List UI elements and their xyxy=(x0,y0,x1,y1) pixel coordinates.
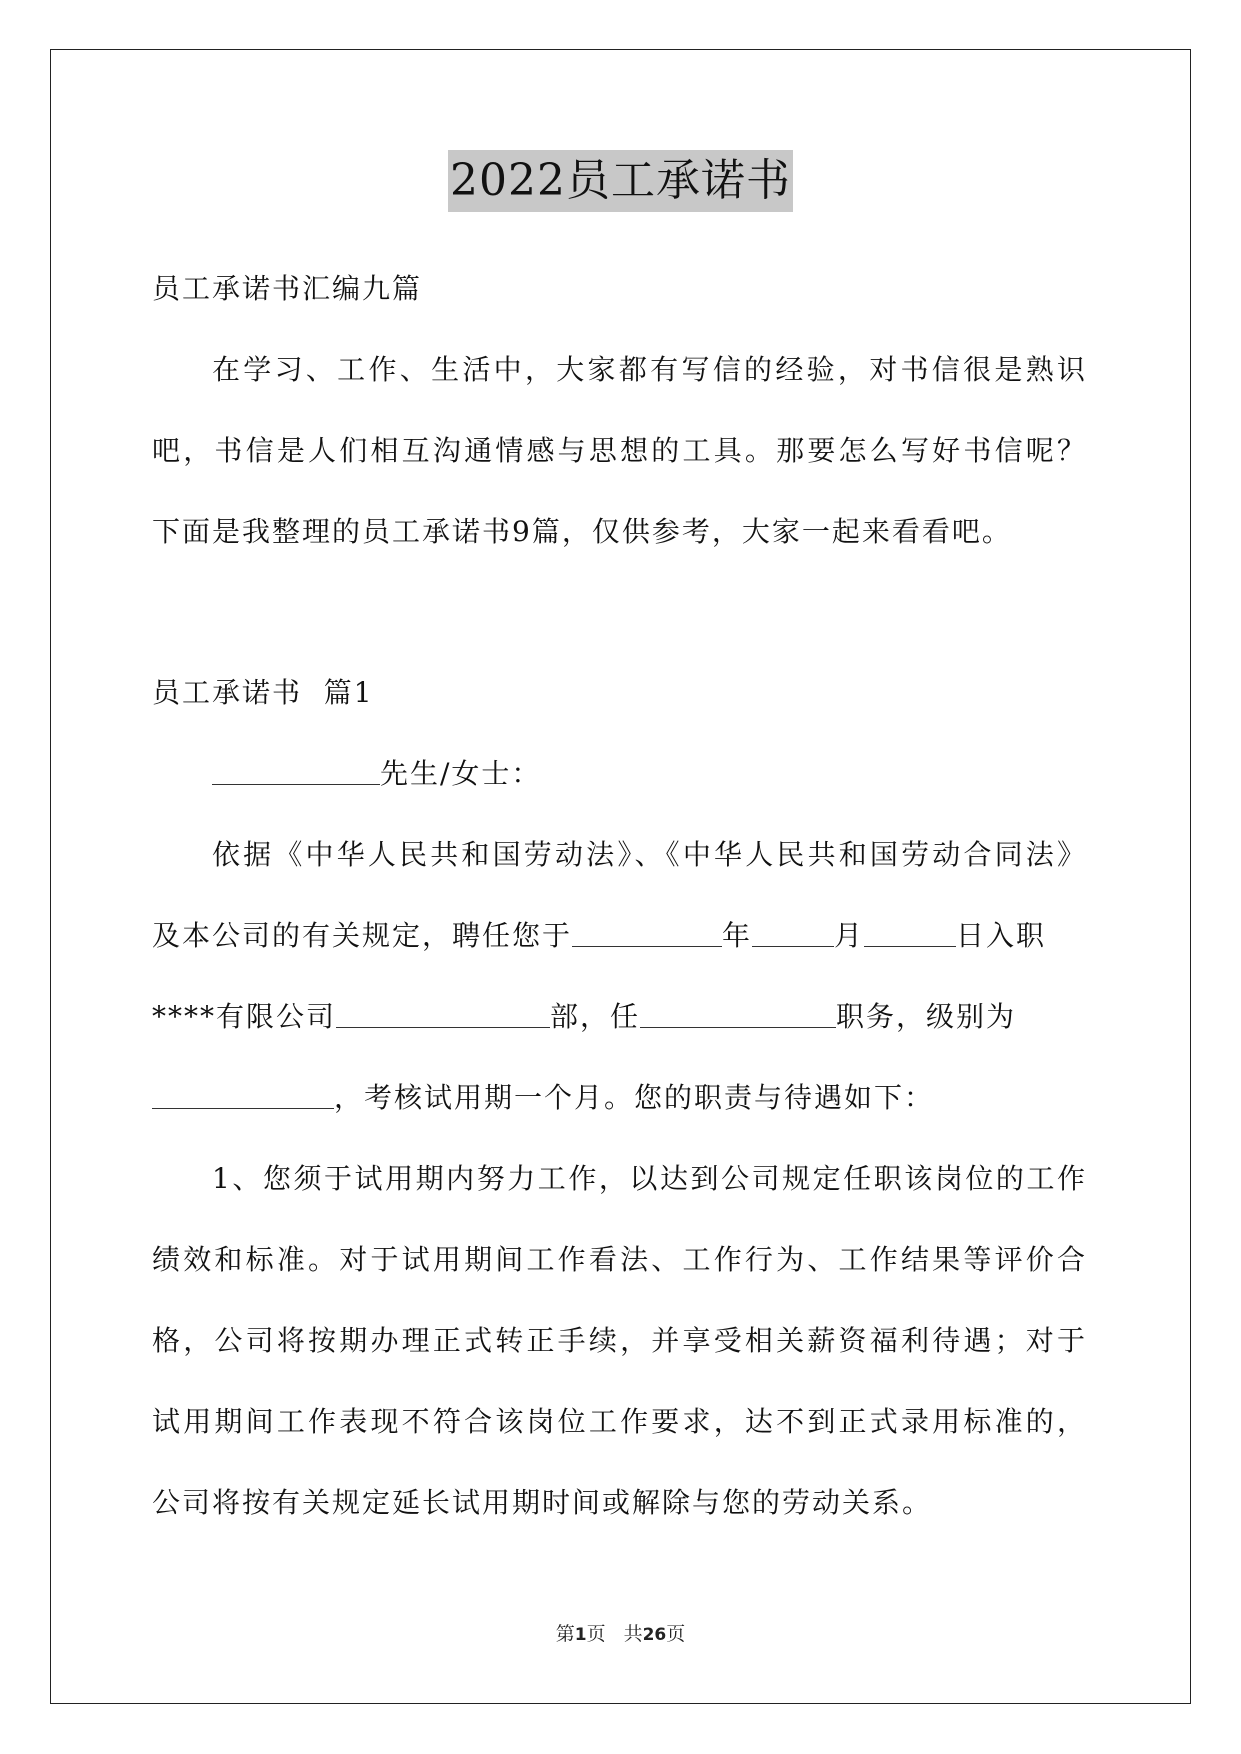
body-line-3-text-c: 职务，级别为 xyxy=(836,1000,1017,1033)
page-mid: 页 xyxy=(586,1623,606,1645)
document-subtitle: 员工承诺书汇编九篇 xyxy=(152,272,423,305)
body-line-3 xyxy=(152,997,1016,1037)
total-prefix: 共 xyxy=(623,1623,643,1645)
day-blank[interactable] xyxy=(864,920,956,947)
month-blank[interactable] xyxy=(752,920,834,947)
name-blank[interactable] xyxy=(212,758,380,785)
intro-line-3: 下面是我整理的员工承诺书9篇，仅供参考，大家一起来看看吧。 xyxy=(152,515,1012,548)
body-p2-line-1: 1、您须于试用期内努力工作，以达到公司规定任职该岗位的工作 xyxy=(212,1162,1087,1195)
year-blank[interactable] xyxy=(572,920,722,947)
body-p2-line-4: 试用期间工作表现不符合该岗位工作要求，达不到正式录用标准的， xyxy=(152,1405,1087,1438)
page-footer xyxy=(0,1621,1241,1648)
body-line-2-text-b: 年 xyxy=(722,919,753,952)
page-prefix: 第 xyxy=(555,1623,575,1645)
intro-line-2: 吧，书信是人们相互沟通情感与思想的工具。那要怎么写好书信呢？ xyxy=(152,434,1087,467)
body-line-4 xyxy=(152,1078,934,1118)
body-line-1: 依据《中华人民共和国劳动法》、《中华人民共和国劳动合同法》 xyxy=(212,838,1087,871)
body-p2-line-5: 公司将按有关规定延长试用期时间或解除与您的劳动关系。 xyxy=(152,1486,933,1519)
section-heading: 员工承诺书 篇1 xyxy=(152,676,374,709)
page-current: 1 xyxy=(574,1625,587,1645)
body-line-2 xyxy=(152,916,1046,956)
body-line-2-text-d: 日入职 xyxy=(956,919,1047,952)
position-blank[interactable] xyxy=(640,1001,836,1028)
salutation-line xyxy=(212,754,541,794)
body-line-2-text-a: 及本公司的有关规定，聘任您于 xyxy=(152,919,573,952)
body-line-2-text-c: 月 xyxy=(834,919,865,952)
salutation-suffix: 先生/女士： xyxy=(380,757,542,790)
level-blank[interactable] xyxy=(152,1082,334,1109)
total-suffix: 页 xyxy=(666,1623,686,1645)
body-line-3-text-a: ****有限公司 xyxy=(152,1000,337,1033)
document-title: 2022员工承诺书 xyxy=(448,150,793,212)
title-container xyxy=(0,150,1241,212)
body-line-4-text: ，考核试用期一个月。您的职责与待遇如下： xyxy=(334,1081,935,1114)
body-line-3-text-b: 部，任 xyxy=(550,1000,641,1033)
intro-line-1: 在学习、工作、生活中，大家都有写信的经验，对书信很是熟识 xyxy=(212,353,1087,386)
body-p2-line-3: 格，公司将按期办理正式转正手续，并享受相关薪资福利待遇；对于 xyxy=(152,1324,1087,1357)
department-blank[interactable] xyxy=(336,1001,550,1028)
page-total: 26 xyxy=(642,1625,667,1645)
body-p2-line-2: 绩效和标准。对于试用期间工作看法、工作行为、工作结果等评价合 xyxy=(152,1243,1087,1276)
